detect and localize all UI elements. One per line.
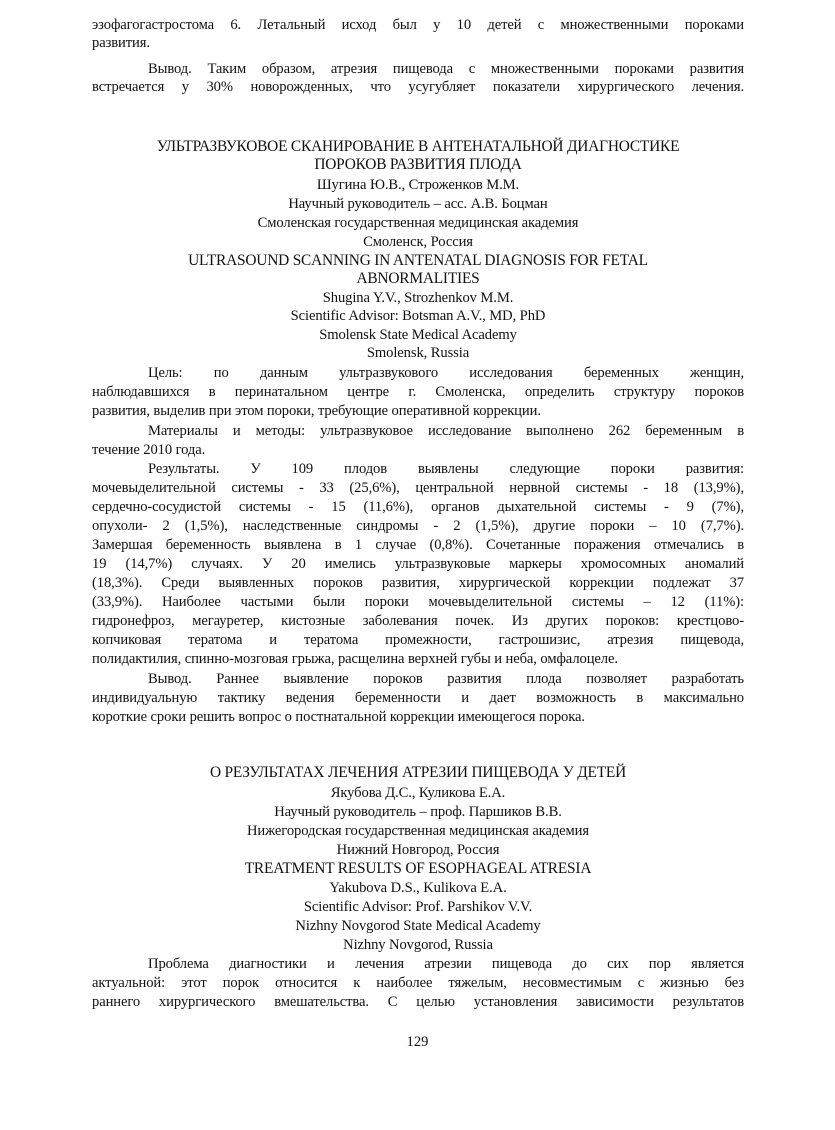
article1-body-line: течение 2010 года. [92, 442, 206, 458]
article2-title-ru: О РЕЗУЛЬТАТАХ ЛЕЧЕНИЯ АТРЕЗИИ ПИЩЕВОДА У ДЕТЕЙ [209, 764, 627, 781]
article1-institution-ru: Смоленская государственная медицинская академия [257, 215, 579, 231]
article1-body-line: наблюдавшихся в перинатальном центре г. Смоленска, определить структуру пороков [92, 384, 744, 400]
article1-city-en: Smolensk, Russia [366, 345, 470, 361]
intro-line: встречается у 30% новорожденных, что усугубляет показатели хирургического лечения. [92, 79, 744, 95]
article1-body-line: Замершая беременность выявлена в 1 случае (0,8%). Сочетанные поражения отмечались в [92, 537, 744, 553]
article1-title-ru: ПОРОКОВ РАЗВИТИЯ ПЛОДА [314, 156, 522, 173]
article2-title-en: TREATMENT RESULTS OF ESOPHAGEAL ATRESIA [244, 860, 592, 877]
article1-advisor-ru: Научный руководитель – асс. А.В. Боцман [288, 196, 548, 212]
intro-line: эзофагогастростома 6. Летальный исход был у 10 детей с множественными пороками [92, 17, 744, 33]
article2-authors-ru: Якубова Д.С., Куликова Е.А. [330, 785, 506, 801]
article1-title-en: ULTRASOUND SCANNING IN ANTENATAL DIAGNOSIS FOR FETAL [188, 252, 648, 269]
article1-city-ru: Смоленск, Россия [363, 234, 473, 250]
article2-advisor-en: Scientific Advisor: Prof. Parshikov V.V. [303, 899, 533, 915]
article1-body-line: опухоли- 2 (1,5%), наследственные синдромы - 2 (1,5%), другие пороки – 10 (7,7%). [92, 518, 744, 534]
page-number: 129 [406, 1034, 429, 1050]
article1-body-line: копчиковая тератома и тератома промежности, гастрошизис, атрезия пищевода, [92, 632, 744, 648]
article1-body-line: развития, выделив при этом пороки, требующие оперативной коррекции. [92, 403, 541, 419]
article2-city-ru: Нижний Новгород, Россия [336, 842, 500, 858]
article1-body-line: короткие сроки решить вопрос о постнатальной коррекции имеющегося порока. [92, 709, 585, 725]
article1-body-line: Материалы и методы: ультразвуковое исследование выполнено 262 беременным в [148, 423, 744, 439]
article1-body-line: индивидуальную тактику ведения беременности и дает возможность в максимально [92, 690, 744, 706]
article1-body-line: Результаты. У 109 плодов выявлены следующие пороки развития: [148, 461, 744, 477]
article2-authors-en: Yakubova D.S., Kulikova E.A. [329, 880, 507, 896]
article1-body-line: Цель: по данным ультразвукового исследования беременных женщин, [148, 365, 744, 381]
article1-body-line: сердечно-сосудистой системы - 15 (11,6%), органов дыхательной системы - 9 (7%), [92, 499, 744, 515]
article2-institution-ru: Нижегородская государственная медицинская академия [246, 823, 589, 839]
article1-title-en: ABNORMALITIES [356, 270, 480, 287]
article2-city-en: Nizhny Novgorod, Russia [343, 937, 493, 953]
article1-advisor-en: Scientific Advisor: Botsman A.V., MD, PhD [290, 308, 546, 324]
article1-authors-en: Shugina Y.V., Strozhenkov M.M. [322, 290, 514, 306]
article1-body-line: 19 (14,7%) случаях. У 20 имелись ультразвуковые маркеры хромосомных аномалий [92, 556, 744, 572]
article1-body-line: (33,9%). Наиболее частыми были пороки мочевыделительной системы – 12 (11%): [92, 594, 744, 610]
article2-institution-en: Nizhny Novgorod State Medical Academy [295, 918, 541, 934]
article1-body-line: мочевыделительной системы - 33 (25,6%), центральной нервной системы - 18 (13,9%), [92, 480, 744, 496]
intro-line: развития. [92, 35, 150, 51]
article2-advisor-ru: Научный руководитель – проф. Паршиков В.В. [274, 804, 562, 820]
article1-authors-ru: Шугина Ю.В., Строженков М.М. [316, 177, 520, 193]
article2-body-line: Проблема диагностики и лечения атрезии пищевода до сих пор является [148, 956, 744, 972]
article1-body-line: полидактилия, спинно-мозговая грыжа, расщелина верхней губы и неба, омфалоцеле. [92, 651, 618, 667]
article2-body-line: раннего хирургического вмешательства. С целью установления зависимости результатов [92, 994, 744, 1010]
article1-body-line: Вывод. Раннее выявление пороков развития плода позволяет разработать [148, 671, 744, 687]
intro-line: Вывод. Таким образом, атрезия пищевода с множественными пороками развития [148, 61, 744, 77]
article2-body-line: актуальной: этот порок относится к наиболее тяжелым, несовместимым с жизнью без [92, 975, 744, 991]
article1-institution-en: Smolensk State Medical Academy [319, 327, 517, 343]
article1-body-line: гидронефроз, мегауретер, кистозные заболевания почек. Из других пороков: крестцово- [92, 613, 744, 629]
article1-body-line: (18,3%). Среди выявленных пороков развития, хирургической коррекции подлежат 37 [92, 575, 744, 591]
article1-title-ru: УЛЬТРАЗВУКОВОЕ СКАНИРОВАНИЕ В АНТЕНАТАЛЬНОЙ ДИАГНОСТИКЕ [156, 138, 680, 155]
